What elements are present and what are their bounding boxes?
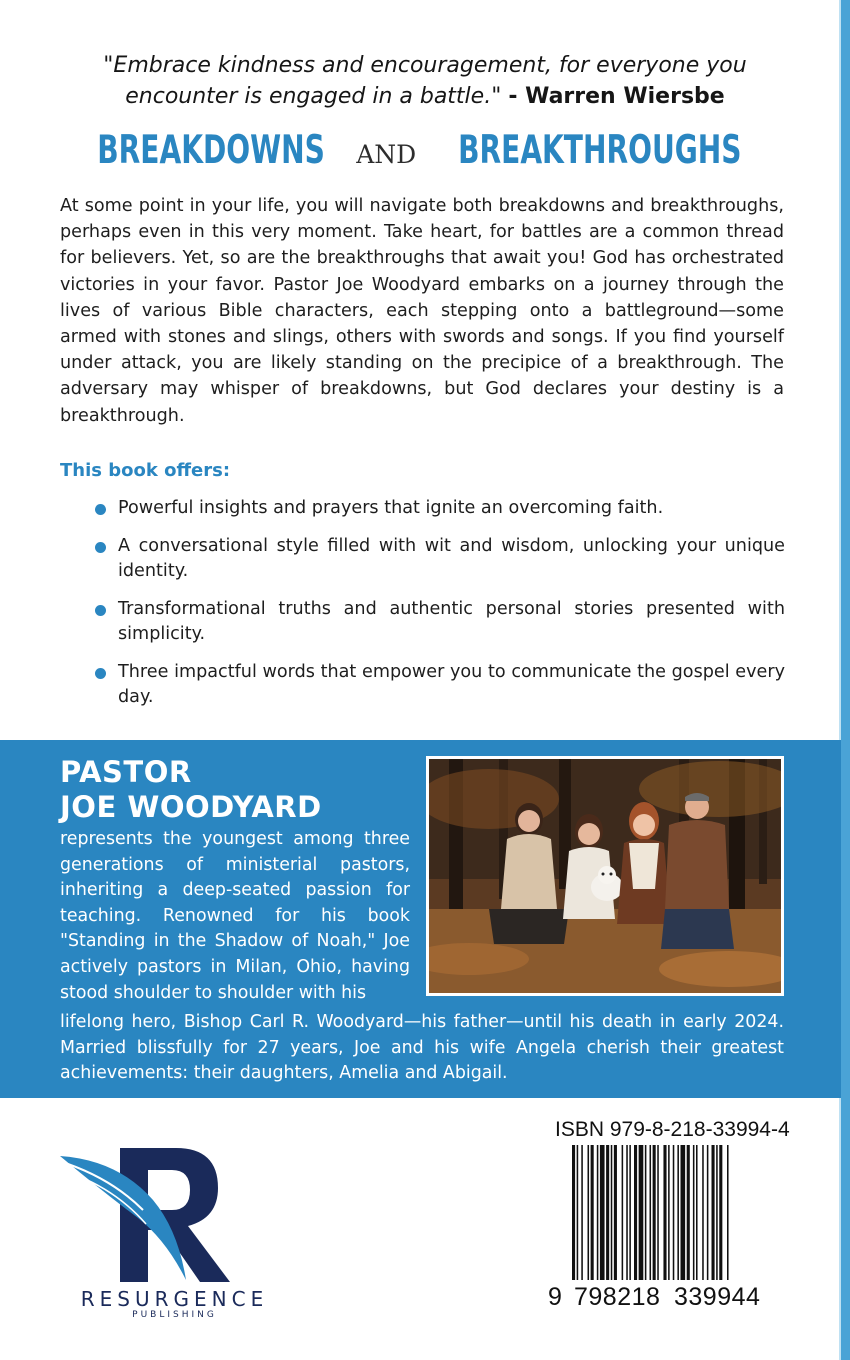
book-title — [0, 128, 850, 173]
family-photo — [426, 756, 784, 996]
barcode-bar — [600, 1145, 605, 1280]
epigraph-quote — [40, 50, 810, 112]
barcode-digit-group-1: 798218 — [574, 1283, 661, 1311]
barcode-bar — [629, 1145, 631, 1280]
offer-item — [95, 496, 785, 522]
isbn-label: ISBN 979-8-218-33994-4 — [555, 1118, 790, 1141]
barcode-bar — [727, 1145, 729, 1280]
barcode-bar — [572, 1145, 575, 1280]
book-description: At some point in your life, you will navigate both breakdowns and breakthroughs, perhaps even in this very moment. Take heart, for battles are a common thread for believers. Yet, so are the breakthroughs that await you! God has orchestrated victories in your favor. Pastor Joe Woodyard embarks on a journey through the lives of various Bible characters, each stepping onto a battleground—some armed with stones and slings, others with swords and songs. If you find yourself under attack, you are likely standing on the precipice of a breakthrough. The adversary may whisper of breakdowns, but God declares your destiny is a breakthrough. — [60, 196, 784, 426]
barcode-bar — [719, 1145, 722, 1280]
publisher-name: RESURGENCE — [80, 1287, 269, 1311]
bullet-icon — [95, 605, 106, 616]
author-bio-top: represents the youngest among three generations of ministerial pastors, inheriting a deep-seated passion for teaching. Renowned for his book "Standing in the Shadow of Noah," Joe actively pastors in Milan, Ohio, having stood shoulder to shoulder with his — [60, 829, 410, 1003]
barcode-bar — [712, 1145, 715, 1280]
bullet-icon — [95, 668, 106, 679]
barcode-bar — [645, 1145, 647, 1280]
offers-list — [95, 496, 785, 723]
offer-item — [95, 597, 785, 648]
barcode-bar — [588, 1145, 590, 1280]
author-name — [60, 755, 322, 825]
title-word-breakthroughs: BREAKTHROUGHS — [458, 128, 742, 173]
family-photo-image — [429, 759, 781, 993]
barcode-bar — [577, 1145, 579, 1280]
barcode-bar — [639, 1145, 644, 1280]
quote-line-1: "Embrace kindness and encouragement, for everyone you — [103, 53, 747, 78]
offer-item — [95, 534, 785, 585]
barcode-bar — [650, 1145, 652, 1280]
barcode-bar — [716, 1145, 718, 1280]
publisher-subtitle: PUBLISHING — [132, 1310, 217, 1320]
bullet-icon — [95, 542, 106, 553]
author-band — [0, 740, 841, 1098]
barcode-bar — [663, 1145, 666, 1280]
barcode-digit-first: 9 — [548, 1283, 563, 1311]
barcode-bar — [696, 1145, 698, 1280]
barcode-bar — [581, 1145, 583, 1280]
bullet-icon — [95, 504, 106, 515]
offer-item — [95, 660, 785, 711]
barcode-bar — [681, 1145, 686, 1280]
author-bio-bottom: lifelong hero, Bishop Carl R. Woodyard—his father—until his death in early 2024. Married blissfully for 27 years, Joe and his wife Angela cherish their greatest achievements: their daughters, Amelia and Abigail. — [60, 1012, 784, 1084]
spine-edge — [841, 0, 850, 1360]
barcode-bar — [611, 1145, 613, 1280]
barcode-bar — [614, 1145, 617, 1280]
title-word-and: AND — [356, 140, 417, 169]
barcode-bar — [702, 1145, 704, 1280]
title-word-breakdowns: BREAKDOWNS — [97, 128, 325, 173]
quote-line-2: encounter is engaged in a battle." — [125, 84, 509, 109]
barcode-icon — [572, 1145, 778, 1280]
barcode-bar — [606, 1145, 609, 1280]
barcode-bar — [591, 1145, 594, 1280]
barcode-bar — [634, 1145, 637, 1280]
barcode-bar — [668, 1145, 670, 1280]
barcode-bar — [597, 1145, 599, 1280]
offers-heading: This book offers: — [60, 460, 231, 481]
author-name-line-1: PASTOR — [60, 755, 192, 789]
barcode-bar — [693, 1145, 695, 1280]
offer-text: A conversational style filled with wit and wisdom, unlocking your unique identity. — [118, 535, 785, 581]
barcode-digit-group-2: 339944 — [674, 1283, 761, 1311]
offer-text: Transformational truths and authentic personal stories presented with simplicity. — [118, 598, 785, 644]
barcode-bar — [673, 1145, 675, 1280]
barcode-bar — [687, 1145, 690, 1280]
offer-text: Three impactful words that empower you to communicate the gospel every day. — [118, 661, 785, 707]
offer-text: Powerful insights and prayers that ignite an overcoming faith. — [118, 498, 664, 518]
barcode-bar — [657, 1145, 659, 1280]
barcode-bar — [626, 1145, 628, 1280]
barcode-bar — [653, 1145, 656, 1280]
author-name-line-2: JOE WOODYARD — [60, 790, 322, 824]
barcode-bar — [677, 1145, 679, 1280]
barcode-bar — [622, 1145, 624, 1280]
barcode-bar — [707, 1145, 709, 1280]
quote-author: - Warren Wiersbe — [508, 84, 725, 109]
